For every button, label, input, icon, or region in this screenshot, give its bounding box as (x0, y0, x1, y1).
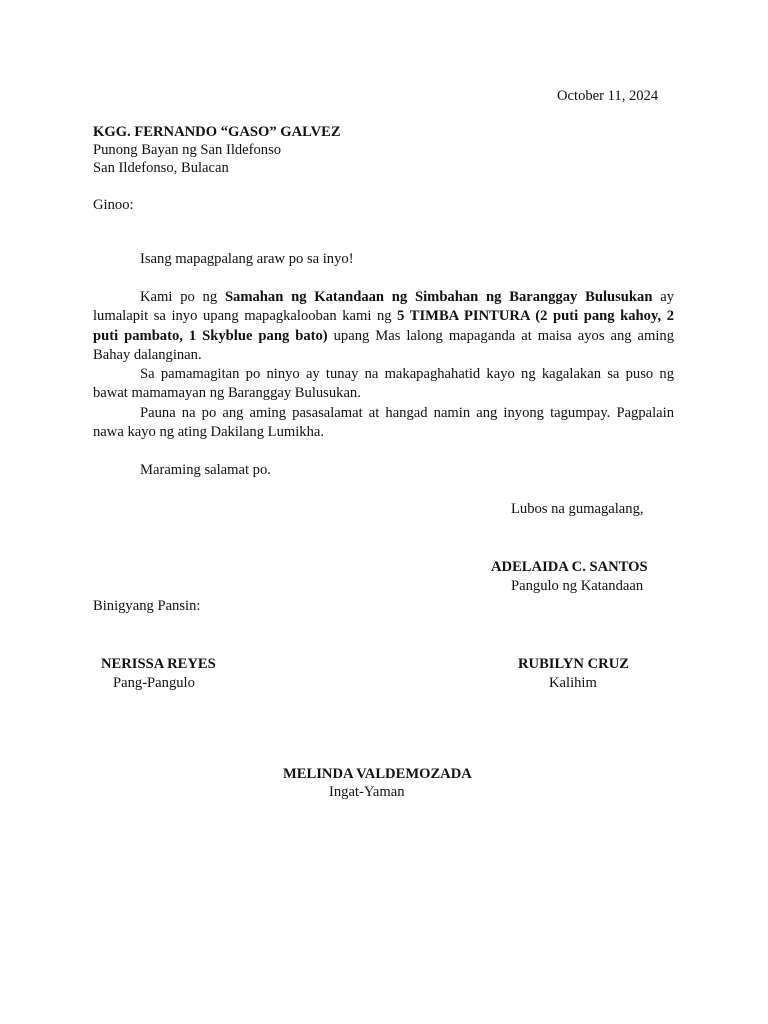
recipient-address: San Ildefonso, Bulacan (93, 160, 229, 176)
organization-name: Samahan ng Katandaan ng Simbahan ng Baranggay Bulusukan (224, 289, 653, 305)
paragraph1-before: Kami po ng (140, 289, 225, 305)
body-paragraph-thanks (93, 404, 674, 443)
recipient-name: KGG. FERNANDO “GASO” GALVEZ (93, 124, 341, 140)
paragraph2-text: Sa pamamagitan po ninyo ay tunay na makapaghahatid kayo ng kagalakan sa puso ng bawat mamamayan ng Baranggay Bulusukan. (93, 366, 674, 402)
letter-date: October 11, 2024 (557, 88, 659, 104)
signatory-name: RUBILYN CRUZ (518, 656, 629, 672)
noted-label: Binigyang Pansin: (93, 598, 201, 614)
body-paragraph-request (93, 288, 674, 365)
paragraph1-after: upang Mas lalong mapaganda at maisa ayos ang aming Bahay dalanginan. (93, 327, 674, 363)
salutation: Ginoo: (93, 197, 134, 213)
thanks-line: Maraming salamat po. (140, 462, 271, 478)
signatory-name: MELINDA VALDEMOZADA (283, 766, 472, 782)
signatory-position: Kalihim (549, 675, 597, 691)
closing-line: Lubos na gumagalang, (511, 501, 644, 517)
paint-request: 5 TIMBA PINTURA (2 puti pang kahoy, 2 puti pambato, 1 Skyblue pang bato) (93, 308, 674, 344)
paragraph1-middle: ay lumalapit sa inyo upang mapagkalooban kami ng (93, 289, 674, 325)
signatory-position: Ingat-Yaman (329, 784, 405, 800)
greeting: Isang mapagpalang araw po sa inyo! (140, 251, 354, 267)
sender-name: ADELAIDA C. SANTOS (491, 559, 648, 575)
recipient-title: Punong Bayan ng San Ildefonso (93, 142, 282, 158)
sender-position: Pangulo ng Katandaan (511, 578, 644, 594)
paragraph3-text: Pauna na po ang aming pasasalamat at hangad namin ang inyong tagumpay. Pagpalain nawa kayo ng ating Dakilang Lumikha. (93, 405, 674, 441)
signatory-name: NERISSA REYES (101, 656, 216, 672)
signatory-position: Pang-Pangulo (113, 675, 195, 691)
body-paragraph-joy (93, 365, 674, 404)
